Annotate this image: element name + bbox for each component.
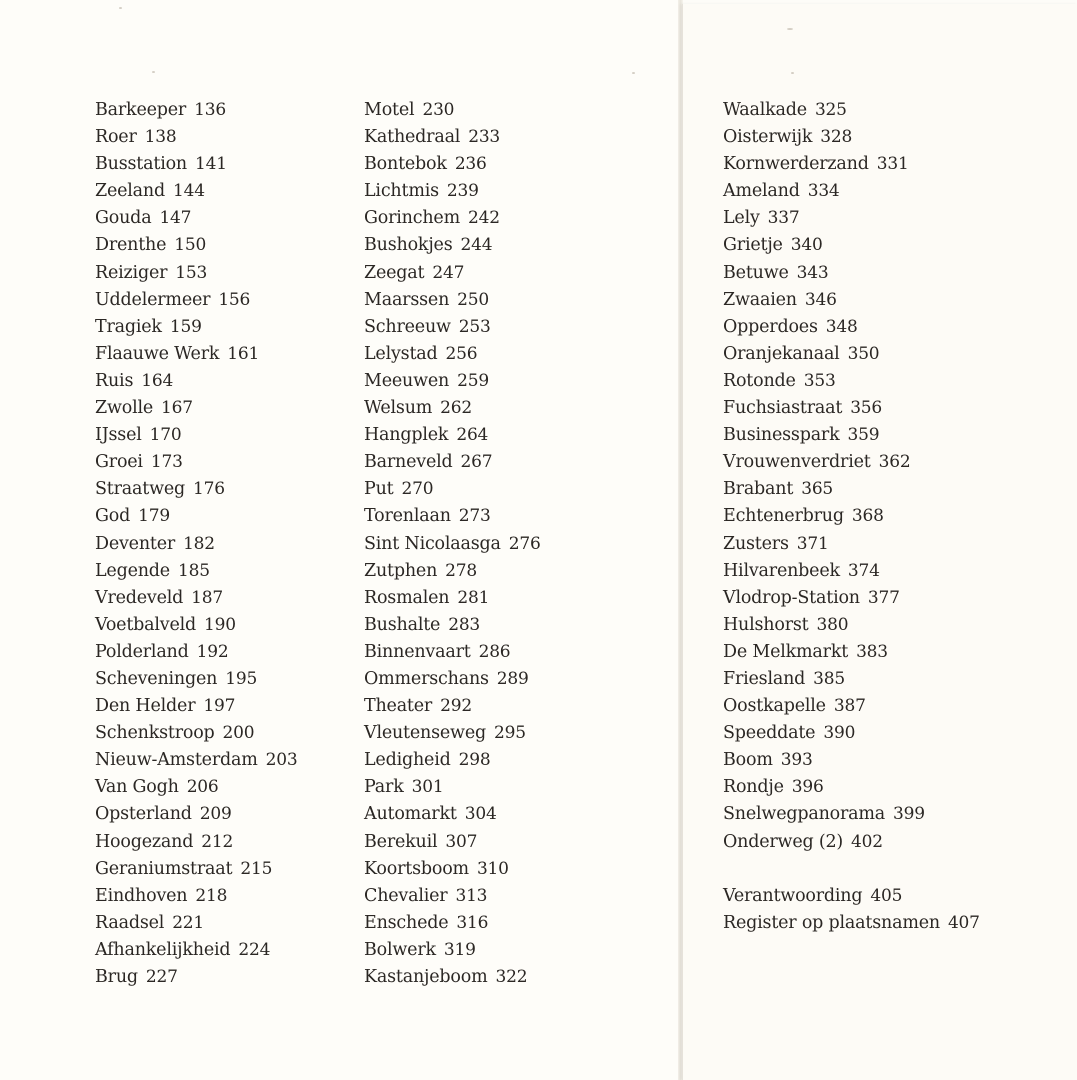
toc-entry [364,341,541,368]
toc-entry-page-number: 353 [803,370,836,391]
toc-entry-title: Grietje [723,235,783,256]
toc-entry [364,666,541,693]
toc-entry [364,774,541,801]
toc-entry [723,178,925,205]
toc-entry-title: Voetbalveld [95,614,197,635]
toc-entry [95,801,298,828]
toc-entry [95,666,298,693]
toc-entry-title: Groei [95,452,143,473]
toc-entry-page-number: 182 [183,533,215,554]
toc-entry-page-number: 380 [816,614,849,635]
toc-entry-page-number: 316 [456,912,489,933]
toc-entry-page-number: 304 [464,804,497,825]
toc-entry [364,720,541,747]
toc-column-2 [364,97,541,991]
toc-entry [364,476,541,503]
toc-entry-page-number: 215 [240,858,273,879]
toc-entry [95,260,298,287]
toc-entry-title: Raadsel [95,912,165,933]
toc-entry-page-number: 270 [401,479,434,500]
toc-entry [95,151,298,178]
toc-entry-page-number: 147 [159,208,192,229]
toc-entry-title: Theater [364,696,433,717]
toc-entry-page-number: 390 [823,723,856,744]
toc-entry-page-number: 377 [867,587,900,608]
toc-entry [723,612,925,639]
toc-entry-page-number: 262 [440,398,473,419]
toc-entry [723,287,925,314]
toc-entry-title: Zwaaien [723,289,797,310]
toc-entry-page-number: 368 [851,506,884,527]
toc-entry [723,639,925,666]
toc-entry-page-number: 292 [440,696,472,717]
toc-entry-title: Flaauwe Werk [95,343,220,364]
toc-entry [723,503,925,530]
toc-entry-title: Barneveld [364,452,453,473]
toc-entry [95,883,298,910]
toc-entry [723,747,925,774]
toc-entry [95,287,298,314]
toc-entry-page-number: 359 [847,425,880,446]
toc-entry-title: Zusters [723,533,789,554]
toc-entry [95,531,298,558]
toc-entry [95,558,298,585]
toc-entry-page-number: 286 [478,641,511,662]
toc-entry-title: Drenthe [95,235,167,256]
toc-entry [95,964,298,991]
toc-entry [95,449,298,476]
toc-entry-title: Kornwerderzand [723,154,869,175]
paper-speck [632,72,635,74]
toc-entry [723,151,925,178]
toc-entry-page-number: 334 [807,181,840,202]
toc-entry-page-number: 170 [149,425,182,446]
toc-entry-page-number: 138 [144,127,177,148]
toc-entry-title: Brabant [723,479,794,500]
toc-entry [95,395,298,422]
toc-entry [95,97,298,124]
toc-column-3 [723,97,925,856]
toc-entry-title: Kathedraal [364,127,461,148]
toc-entry [364,287,541,314]
toc-column-1 [95,97,298,991]
toc-entry-page-number: 313 [455,885,488,906]
toc-entry-title: Schenkstroop [95,723,215,744]
toc-entry-title: Meeuwen [364,370,450,391]
toc-entry-page-number: 319 [443,939,476,960]
toc-entry [95,856,298,883]
toc-entry-title: Lichtmis [364,181,439,202]
toc-entry-title: Scheveningen [95,668,218,689]
toc-entry-title: Deventer [95,533,176,554]
toc-entry-page-number: 192 [196,641,229,662]
toc-entry-title: Hulshorst [723,614,809,635]
toc-entry-title: Waalkade [723,100,807,120]
toc-entry-title: Bolwerk [364,939,436,960]
toc-entry-title: Schreeuw [364,316,451,337]
toc-entry [723,910,980,937]
toc-entry-title: Gorinchem [364,208,460,229]
toc-entry-title: Vredeveld [95,587,184,608]
toc-entry-page-number: 396 [791,777,824,798]
toc-entry [723,124,925,151]
toc-entry-title: Gouda [95,208,152,229]
toc-entry-page-number: 164 [141,370,174,391]
toc-entry [364,639,541,666]
toc-entry-title: Ruis [95,370,134,391]
toc-entry-title: Vlodrop-Station [723,587,860,608]
toc-entry [364,422,541,449]
toc-entry-title: Roer [95,127,137,148]
toc-entry [95,829,298,856]
toc-entry-title: Zwolle [95,398,154,419]
toc-entry-title: Bushokjes [364,235,453,256]
toc-entry-title: Hoogezand [95,831,194,852]
toc-entry-title: Maarssen [364,289,450,310]
toc-entry-title: Businesspark [723,425,840,446]
toc-entry-page-number: 337 [767,208,800,229]
toc-entry-title: Betuwe [723,262,789,283]
toc-entry-title: Vrouwenverdriet [723,452,871,473]
toc-entry-title: Oranjekanaal [723,343,840,364]
toc-entry-page-number: 385 [813,668,846,689]
toc-entry [723,314,925,341]
toc-entry-page-number: 242 [467,208,500,229]
toc-entry-page-number: 348 [825,316,858,337]
toc-entry [723,883,980,910]
toc-entry [364,747,541,774]
toc-entry-title: Ameland [723,181,800,202]
toc-entry [364,314,541,341]
toc-entry-title: Eindhoven [95,885,188,906]
toc-entry-page-number: 322 [495,967,528,987]
toc-entry [364,856,541,883]
toc-entry [723,666,925,693]
toc-entry-title: Polderland [95,641,189,662]
toc-entry [723,368,925,395]
toc-entry-page-number: 343 [796,262,829,283]
toc-entry-page-number: 362 [878,452,911,473]
toc-entry-page-number: 209 [199,804,232,825]
toc-entry-page-number: 256 [445,343,478,364]
toc-entry [95,232,298,259]
toc-entry-title: Reiziger [95,262,168,283]
toc-entry-page-number: 187 [191,587,224,608]
toc-entry-title: Binnenvaart [364,641,471,662]
toc-entry-title: Lely [723,208,760,229]
toc-entry-page-number: 190 [204,614,236,635]
toc-entry-title: Kastanjeboom [364,967,488,987]
toc-entry-title: Chevalier [364,885,448,906]
toc-entry-page-number: 307 [445,831,478,852]
toc-entry [364,693,541,720]
toc-entry-title: Boom [723,750,773,771]
toc-entry-title: Opsterland [95,804,192,825]
toc-entry-title: Vleutenseweg [364,723,486,744]
toc-entry [95,720,298,747]
toc-entry-title: Oisterwijk [723,127,813,148]
toc-entry-title: Geraniumstraat [95,858,233,879]
toc-entry [723,531,925,558]
toc-entry-title: Tragiek [95,316,162,337]
toc-entry-page-number: 289 [496,668,529,689]
toc-entry-title: Motel [364,100,415,120]
toc-entry-title: Onderweg (2) [723,831,844,852]
toc-entry-title: Ledigheid [364,750,451,771]
toc-entry-title: Uddelermeer [95,289,211,310]
toc-entry [364,232,541,259]
toc-entry-title: Straatweg [95,479,186,500]
toc-entry-page-number: 221 [172,912,205,933]
toc-entry [95,341,298,368]
toc-entry-title: Friesland [723,668,806,689]
paper-speck [152,71,155,73]
toc-entry-title: Welsum [364,398,433,419]
toc-entry-page-number: 153 [175,262,208,283]
toc-entry-page-number: 405 [870,886,903,906]
toc-entry [723,449,925,476]
toc-entry-page-number: 331 [876,154,909,175]
toc-entry [364,503,541,530]
toc-entry-page-number: 350 [847,343,880,364]
toc-entry-title: God [95,506,131,527]
toc-entry [364,801,541,828]
toc-entry-page-number: 227 [145,967,178,987]
toc-entry-page-number: 167 [161,398,193,419]
toc-entry [364,151,541,178]
toc-entry-title: Busstation [95,154,187,175]
toc-entry [95,205,298,232]
toc-entry-title: Automarkt [364,804,457,825]
toc-entry-title: Lelystad [364,343,438,364]
toc-entry-page-number: 340 [790,235,823,256]
toc-entry-page-number: 159 [169,316,202,337]
toc-entry [364,829,541,856]
toc-entry-page-number: 278 [445,560,478,581]
toc-entry-title: Oostkapelle [723,696,826,717]
toc-entry-page-number: 310 [476,858,509,879]
toc-entry-title: Zeeland [95,181,165,202]
toc-entry [364,937,541,964]
toc-entry-page-number: 247 [432,262,465,283]
toc-entry-page-number: 402 [851,831,883,852]
toc-entry-title: Den Helder [95,696,196,717]
toc-entry-page-number: 195 [225,668,258,689]
toc-entry-page-number: 218 [195,885,228,906]
toc-entry-title: Zutphen [364,560,438,581]
toc-entry-title: Speeddate [723,723,816,744]
toc-entry-page-number: 150 [174,235,207,256]
toc-entry [364,612,541,639]
toc-entry-page-number: 387 [833,696,866,717]
toc-entry-page-number: 356 [850,398,883,419]
toc-entry [364,260,541,287]
toc-entry-page-number: 393 [780,750,813,771]
paper-speck [787,28,793,30]
toc-entry [95,585,298,612]
toc-entry [723,585,925,612]
toc-entry-title: Sint Nicolaasga [364,533,501,554]
toc-entry-page-number: 203 [265,750,298,771]
toc-entry [723,422,925,449]
toc-entry [723,97,925,124]
toc-entry [723,476,925,503]
toc-entry-title: De Melkmarkt [723,641,849,662]
toc-entry [723,801,925,828]
toc-entry-title: Rotonde [723,370,796,391]
toc-entry-title: Put [364,479,394,500]
toc-entry-page-number: 230 [422,100,455,120]
toc-entry-page-number: 244 [460,235,493,256]
toc-entry-page-number: 233 [468,127,501,148]
toc-entry-title: Ommerschans [364,668,489,689]
toc-entry [364,531,541,558]
toc-entry [723,232,925,259]
toc-entry-page-number: 206 [186,777,219,798]
toc-entry-title: Hilvarenbeek [723,560,840,581]
toc-entry-page-number: 250 [457,289,489,310]
toc-entry-title: IJssel [95,425,142,446]
toc-entry [364,97,541,124]
toc-entry-title: Enschede [364,912,449,933]
toc-back-matter [723,883,980,937]
toc-entry-page-number: 407 [947,913,980,934]
toc-entry-page-number: 179 [138,506,170,527]
toc-entry-page-number: 144 [172,181,205,202]
toc-entry [95,178,298,205]
toc-entry-page-number: 224 [238,939,271,960]
toc-entry [95,774,298,801]
toc-entry-title: Van Gogh [95,777,179,798]
toc-entry [364,883,541,910]
toc-entry-page-number: 374 [847,560,880,581]
toc-entry-page-number: 236 [454,154,487,175]
toc-entry-title: Koortsboom [364,858,469,879]
toc-entry [364,964,541,991]
toc-entry [364,585,541,612]
toc-entry-page-number: 197 [203,696,236,717]
toc-entry-page-number: 156 [218,289,251,310]
toc-entry-title: Nieuw-Amsterdam [95,750,258,771]
toc-entry-title: Verantwoording [723,886,863,906]
toc-entry-page-number: 281 [457,587,490,608]
toc-entry [364,368,541,395]
toc-entry-title: Snelwegpanorama [723,804,886,825]
toc-entry-page-number: 176 [193,479,225,500]
toc-entry-page-number: 346 [804,289,837,310]
toc-entry-page-number: 173 [150,452,183,473]
toc-entry [95,368,298,395]
toc-entry-page-number: 301 [411,777,444,798]
toc-entry-title: Zeegat [364,262,425,283]
toc-entry-page-number: 325 [814,100,847,120]
toc-entry-page-number: 239 [446,181,479,202]
toc-entry [723,693,925,720]
toc-entry [95,910,298,937]
toc-entry-page-number: 212 [201,831,234,852]
toc-entry-page-number: 328 [820,127,853,148]
toc-entry-title: Bushalte [364,614,441,635]
toc-entry-page-number: 298 [458,750,491,771]
toc-entry [95,422,298,449]
toc-entry-title: Echtenerbrug [723,506,844,527]
toc-entry-page-number: 253 [458,316,491,337]
toc-entry-page-number: 264 [456,425,489,446]
toc-entry [723,774,925,801]
toc-entry [95,937,298,964]
toc-entry-page-number: 276 [508,533,541,554]
toc-entry-page-number: 136 [194,100,226,120]
toc-entry [723,395,925,422]
toc-entry [95,747,298,774]
toc-entry [364,178,541,205]
toc-entry [95,693,298,720]
toc-entry-title: Hangplek [364,425,449,446]
toc-entry-page-number: 185 [177,560,210,581]
toc-entry [723,341,925,368]
toc-entry-page-number: 383 [856,641,888,662]
toc-entry [95,476,298,503]
toc-entry-title: Fuchsiastraat [723,398,843,419]
toc-entry-page-number: 371 [796,533,829,554]
toc-entry [95,503,298,530]
toc-entry [364,449,541,476]
toc-entry-title: Rondje [723,777,784,798]
toc-entry-title: Bontebok [364,154,447,175]
toc-entry-page-number: 295 [494,723,526,744]
toc-entry-page-number: 365 [801,479,834,500]
paper-speck [119,7,122,9]
right-page [682,4,1077,1080]
toc-entry [95,639,298,666]
toc-entry-title: Berekuil [364,831,438,852]
toc-entry [364,124,541,151]
toc-entry [723,829,925,856]
toc-entry [723,558,925,585]
toc-entry-title: Brug [95,967,138,987]
paper-speck [791,72,794,74]
toc-entry [95,124,298,151]
toc-entry-page-number: 267 [460,452,493,473]
toc-entry [95,314,298,341]
toc-entry [364,910,541,937]
toc-entry-title: Park [364,777,404,798]
toc-entry-page-number: 200 [222,723,255,744]
toc-entry-title: Rosmalen [364,587,450,608]
toc-entry-title: Barkeeper [95,100,187,120]
toc-entry-title: Register op plaatsnamen [723,913,940,934]
toc-entry [364,558,541,585]
toc-entry [723,205,925,232]
toc-entry-title: Opperdoes [723,316,818,337]
toc-entry-page-number: 283 [448,614,481,635]
toc-entry [723,260,925,287]
toc-entry-title: Legende [95,560,170,581]
toc-entry-title: Afhankelijkheid [95,939,231,960]
toc-entry [364,205,541,232]
toc-entry-page-number: 273 [458,506,491,527]
toc-entry [723,720,925,747]
toc-entry-page-number: 161 [227,343,260,364]
toc-entry-page-number: 141 [195,154,227,175]
toc-entry [364,395,541,422]
toc-entry-title: Torenlaan [364,506,451,527]
toc-entry [95,612,298,639]
toc-entry-page-number: 259 [457,370,489,391]
toc-entry-page-number: 399 [893,804,925,825]
